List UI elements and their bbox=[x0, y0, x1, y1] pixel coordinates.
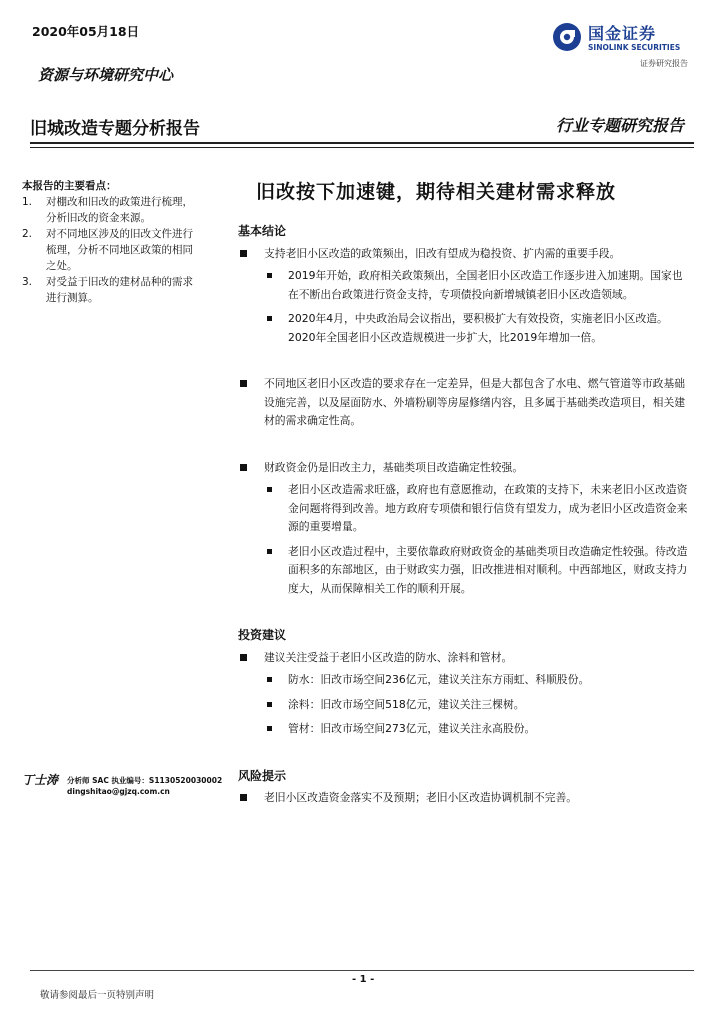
key-point-item bbox=[22, 194, 200, 226]
sub-bullet-text: 2020年4月，中央政治局会议指出，要积极扩大有效投资，实施老旧小区改造。2020年全国老旧小区改造规模进一步扩大，比2019年增加一倍。 bbox=[288, 312, 668, 344]
small-square-bullet-icon bbox=[267, 273, 272, 278]
risk-bullet bbox=[238, 789, 690, 808]
bullet-text: 财政资金仍是旧改主力，基础类项目改造确定性较强。 bbox=[264, 460, 524, 474]
report-title: 旧城改造专题分析报告 bbox=[30, 119, 200, 139]
conclusion-sub-bullet bbox=[238, 310, 690, 347]
report-headline: 旧改按下加速键，期待相关建材需求释放 bbox=[256, 181, 617, 203]
bullet-text: 老旧小区改造资金落实不及预期；老旧小区改造协调机制不完善。 bbox=[264, 791, 578, 804]
research-center: 资源与环境研究中心 bbox=[38, 66, 174, 84]
sub-bullet-text: 涂料：旧改市场空间518亿元，建议关注三棵树。 bbox=[288, 697, 525, 711]
investment-sub-bullet bbox=[238, 720, 690, 739]
analyst-name: 丁士涛 bbox=[22, 773, 59, 787]
logo-name-cn: 国金证券 bbox=[588, 24, 657, 43]
sub-bullet-text: 防水：旧改市场空间236亿元，建议关注东方雨虹、科顺股份。 bbox=[288, 673, 590, 686]
small-square-bullet-icon bbox=[267, 677, 272, 682]
square-bullet-icon bbox=[240, 654, 247, 661]
bullet-text: 不同地区老旧小区改造的要求存在一定差异，但是大都包含了水电、燃气管道等市政基础设施完善，以及屋面防水、外墙粉刷等房屋修缮内容，且多属于基础类改造项目，相关建材的需求确定性高。 bbox=[264, 377, 686, 427]
risk-heading: 风险提示 bbox=[238, 768, 287, 783]
key-point-number: 3. bbox=[22, 276, 33, 288]
analyst-registration: 分析师 SAC 执业编号：S1130520030002 bbox=[67, 776, 223, 785]
conclusion-sub-bullet bbox=[238, 267, 690, 304]
analyst-email[interactable]: dingshitao@gjzq.com.cn bbox=[67, 787, 170, 796]
key-point-text: 对不同地区涉及的旧改文件进行梳理，分析不同地区政策的相同之处。 bbox=[46, 228, 193, 272]
square-bullet-icon bbox=[240, 464, 247, 471]
small-square-bullet-icon bbox=[267, 316, 272, 321]
report-type: 行业专题研究报告 bbox=[555, 116, 684, 135]
key-point-number: 2. bbox=[22, 228, 33, 240]
sub-bullet-text: 老旧小区改造过程中，主要依靠政府财政资金的基础类项目改造确定性较强。待改造面积多的东部地区，由于财政实力强，旧改推进相对顺利。中西部地区，财政支持力度大，从而保障相关工作的顺利开展。 bbox=[288, 544, 688, 595]
footer-disclaimer: 敬请参阅最后一页特别声明 bbox=[40, 990, 155, 1001]
conclusion-bullet bbox=[238, 245, 690, 264]
logo-name-en: SINOLINK SECURITIES bbox=[588, 43, 681, 52]
sub-bullet-text: 2019年开始，政府相关政策频出，全国老旧小区改造工作逐步进入加速期。国家也在不断出台政策进行资金支持，专项债投向新增城镇老旧小区改造领域。 bbox=[288, 269, 683, 301]
footer-divider bbox=[30, 970, 694, 971]
conclusion-sub-bullet bbox=[238, 481, 690, 537]
header-divider-thin bbox=[30, 147, 694, 148]
key-point-item bbox=[22, 274, 200, 306]
small-square-bullet-icon bbox=[267, 549, 272, 554]
investment-heading: 投资建议 bbox=[238, 628, 287, 642]
report-date: 2020年05月18日 bbox=[32, 24, 140, 39]
bullet-text: 支持老旧小区改造的政策频出，旧改有望成为稳投资、扩内需的重要手段。 bbox=[264, 246, 621, 260]
investment-sub-bullet bbox=[238, 696, 690, 715]
conclusion-bullet bbox=[238, 459, 690, 478]
sub-bullet-text: 老旧小区改造需求旺盛，政府也有意愿推动，在政策的支持下，未来老旧小区改造资金问题将得到改善。地方政府专项债和银行信贷有望发力，成为老旧小区改造资金来源的重要增量。 bbox=[288, 483, 688, 533]
investment-sub-bullet bbox=[238, 671, 690, 690]
sinolink-logo-icon bbox=[552, 22, 582, 52]
conclusion-sub-bullet bbox=[238, 543, 690, 599]
key-point-item bbox=[22, 226, 200, 274]
page-number: - 1 - bbox=[352, 974, 375, 985]
sub-bullet-text: 管材：旧改市场空间273亿元，建议关注永高股份。 bbox=[288, 722, 536, 735]
conclusions-heading: 基本结论 bbox=[238, 224, 287, 238]
key-point-text: 对受益于旧改的建材品种的需求进行测算。 bbox=[46, 276, 193, 304]
key-points-heading: 本报告的主要看点： bbox=[22, 180, 117, 192]
small-square-bullet-icon bbox=[267, 487, 272, 492]
bullet-text: 建议关注受益于老旧小区改造的防水、涂料和管材。 bbox=[264, 650, 513, 664]
square-bullet-icon bbox=[240, 794, 247, 801]
key-point-number: 1. bbox=[22, 196, 33, 208]
square-bullet-icon bbox=[240, 380, 247, 387]
small-square-bullet-icon bbox=[267, 726, 272, 731]
conclusion-bullet bbox=[238, 375, 690, 431]
report-category-tag: 证券研究报告 bbox=[640, 59, 688, 68]
investment-bullet bbox=[238, 649, 690, 668]
analyst-info bbox=[22, 771, 227, 796]
main-content bbox=[238, 222, 690, 808]
key-point-text: 对棚改和旧改的政策进行梳理，分析旧改的资金来源。 bbox=[46, 196, 193, 224]
key-points-sidebar bbox=[22, 178, 200, 306]
header-divider-thick bbox=[30, 142, 694, 144]
square-bullet-icon bbox=[240, 250, 247, 257]
company-logo bbox=[552, 20, 692, 58]
small-square-bullet-icon bbox=[267, 702, 272, 707]
key-points-list bbox=[22, 194, 200, 306]
